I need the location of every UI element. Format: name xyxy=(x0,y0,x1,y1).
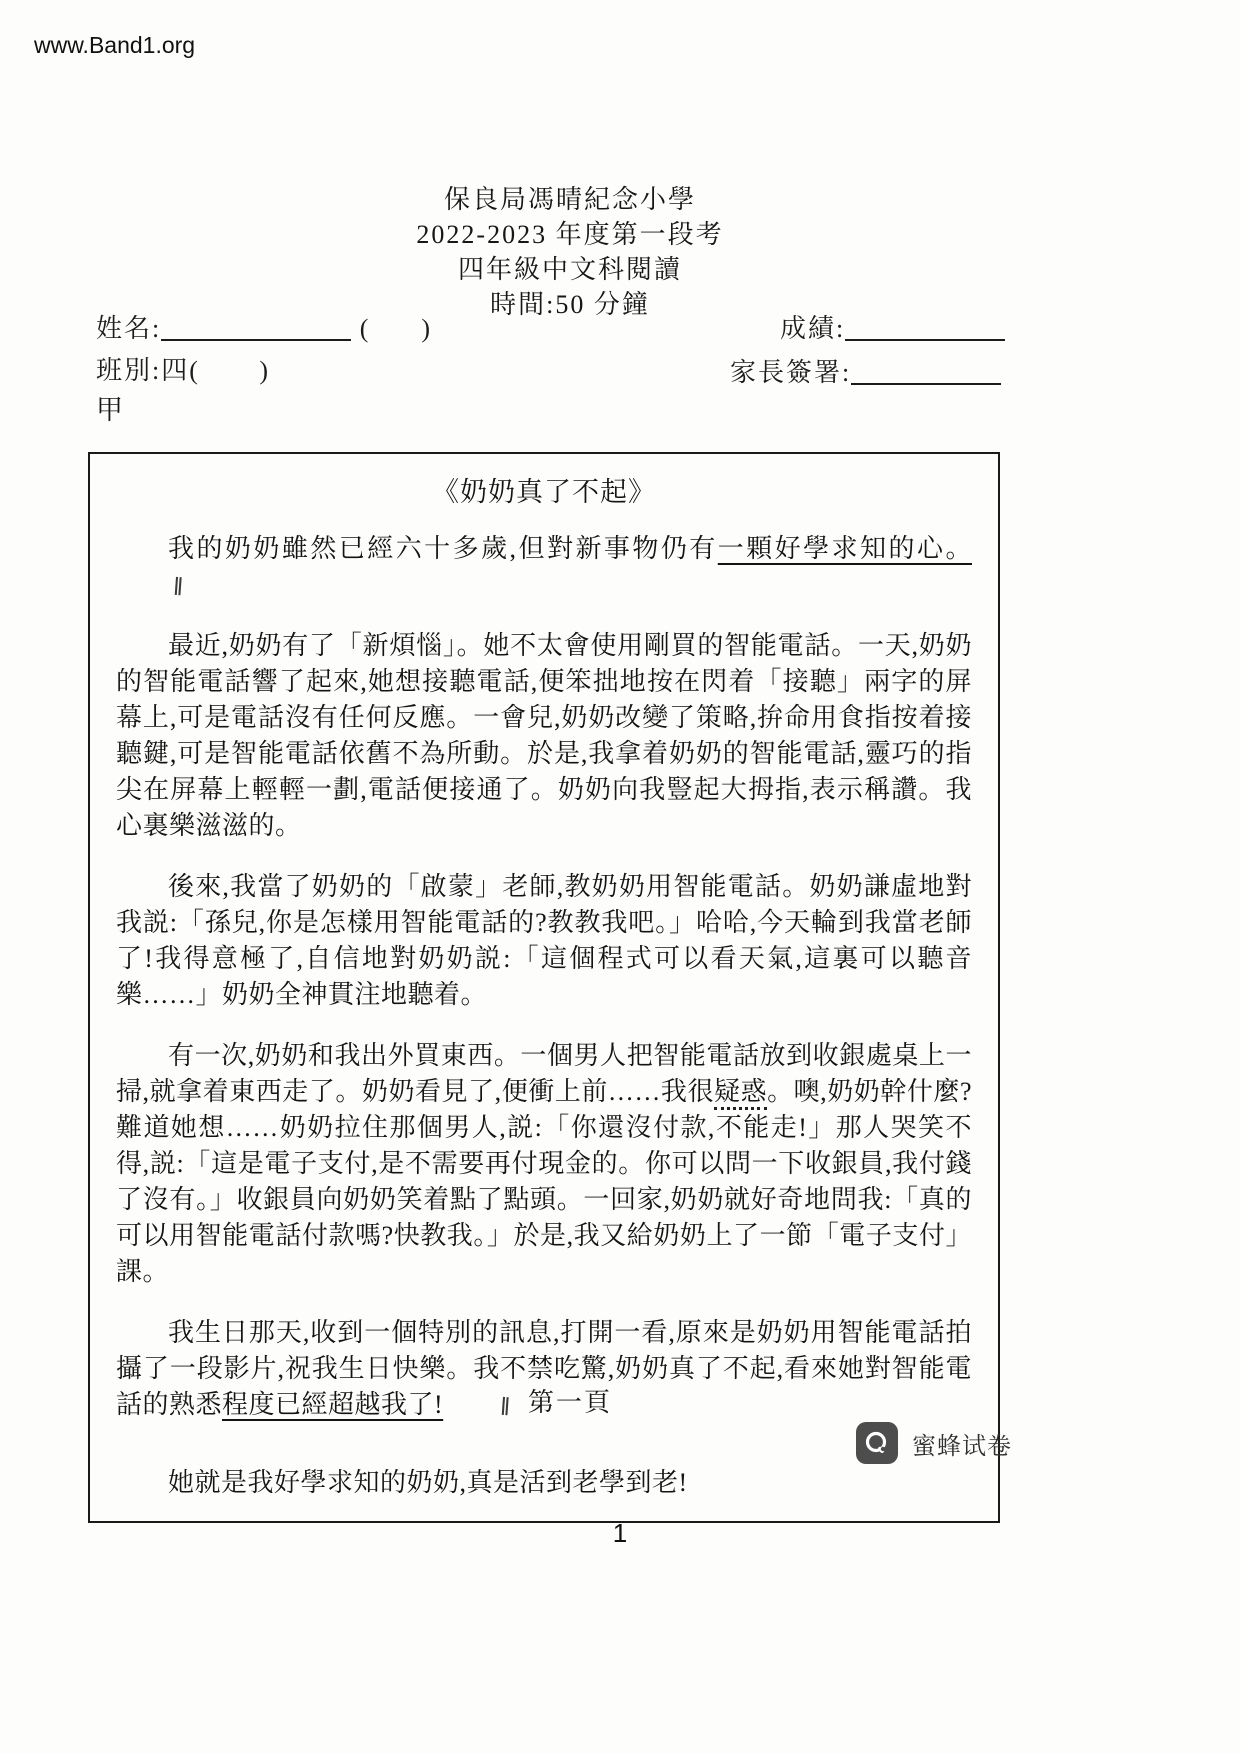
exam-header xyxy=(0,182,1140,322)
passage-text: 後來,我當了奶奶的「啟蒙」老師,教奶奶用智能電話。奶奶謙虛地對我説:「孫兒,你是怎樣用智能電話的?教教我吧。」哈哈,今天輪到我當老師了!我得意極了,自信地對奶奶説:「這個程式可以看天氣,這裏可以聽音樂……」奶奶全神貫注地聽着。 xyxy=(116,872,972,1009)
passage-paragraph-4 xyxy=(116,1038,972,1290)
passage-text: 我生日那天,收到一個特別的訊息,打開一看,原來是奶奶用智能電話拍攝了一段影片,祝我生日快樂。我不禁吃驚,奶奶真了不起,看來她對智能電話的熟悉 xyxy=(116,1318,972,1419)
underlined-phrase: 一顆好學求知的心。 xyxy=(717,534,972,563)
name-number-brackets: ( ) xyxy=(359,314,433,343)
parent-sign-field-row xyxy=(730,352,1001,389)
page-number: 1 xyxy=(612,1518,628,1548)
score-label: 成績: xyxy=(780,314,846,343)
section-label: 甲 xyxy=(96,395,123,425)
passage-paragraph-2 xyxy=(116,628,972,844)
reading-passage-box xyxy=(88,452,1000,1523)
parent-sign-blank-line xyxy=(851,359,1001,385)
page-footer-label: 第一頁 xyxy=(527,1388,612,1417)
handwritten-check-mark: ‖ xyxy=(172,571,184,602)
name-label: 姓名: xyxy=(96,314,162,343)
name-blank-line xyxy=(161,315,351,341)
passage-text: 。噢,奶奶幹什麼?難道她想……奶奶拉住那個男人,説:「你還沒付款,不能走!」那人哭笑不得,説:「這是電子支付,是不需要再付現金的。你可以問一下收銀員,我付錢了沒有。」收銀員向奶奶笑着點了點頭。一回家,奶奶就好奇地問我:「真的可以用智能電話付款嗎?快教我。」於是,我又給奶奶上了一節「電子支付」課。 xyxy=(116,1077,972,1286)
passage-paragraph-3 xyxy=(116,869,972,1013)
passage-paragraph-1 xyxy=(116,531,972,603)
bee-exam-logo-icon xyxy=(856,1422,898,1464)
passage-text: 我的奶奶雖然已經六十多歲,但對新事物仍有 xyxy=(168,534,718,563)
passage-title: 《奶奶真了不起》 xyxy=(432,477,656,507)
brand-name: 蜜蜂试卷 xyxy=(912,1432,1012,1460)
passage-paragraph-6 xyxy=(116,1465,972,1501)
score-field-row xyxy=(780,308,1005,345)
exam-duration: 時間:50 分鐘 xyxy=(490,290,650,319)
school-name: 保良局馮晴紀念小學 xyxy=(443,185,696,214)
brand-badge xyxy=(856,1422,1012,1464)
watermark-url: www.Band1.org xyxy=(34,32,196,58)
handwritten-check-mark: ‖ xyxy=(500,1391,512,1422)
exam-session: 2022-2023 年度第一段考 xyxy=(416,220,724,249)
dotted-emphasis-word: 疑惑 xyxy=(714,1077,767,1110)
underlined-phrase: 程度已經超越我了! xyxy=(222,1390,444,1419)
class-field-row xyxy=(96,350,270,387)
class-label: 班別:四( ) xyxy=(96,356,271,385)
parent-sign-label: 家長簽署: xyxy=(730,358,852,387)
passage-text: 她就是我好學求知的奶奶,真是活到老學到老! xyxy=(168,1468,688,1497)
passage-text: 有一次,奶奶和我出外買東西。一個男人把智能電話放到收銀處桌上一掃,就拿着東西走了。奶奶看見了,便衝上前……我很 xyxy=(116,1041,972,1106)
name-field-row xyxy=(96,308,432,345)
passage-text: 最近,奶奶有了「新煩惱」。她不太會使用剛買的智能電話。一天,奶奶的智能電話響了起來,她想接聽電話,便笨拙地按在閃着「接聽」兩字的屏幕上,可是電話沒有任何反應。一會兒,奶奶改變了策略,拚命用食指按着接聽鍵,可是智能電話依舊不為所動。於是,我拿着奶奶的智能電話,靈巧的指尖在屏幕上輕輕一劃,電話便接通了。奶奶向我豎起大拇指,表示稱讚。我心裏樂滋滋的。 xyxy=(116,631,972,840)
exam-subject: 四年級中文科閱讀 xyxy=(457,255,682,284)
score-blank-line xyxy=(845,315,1005,341)
